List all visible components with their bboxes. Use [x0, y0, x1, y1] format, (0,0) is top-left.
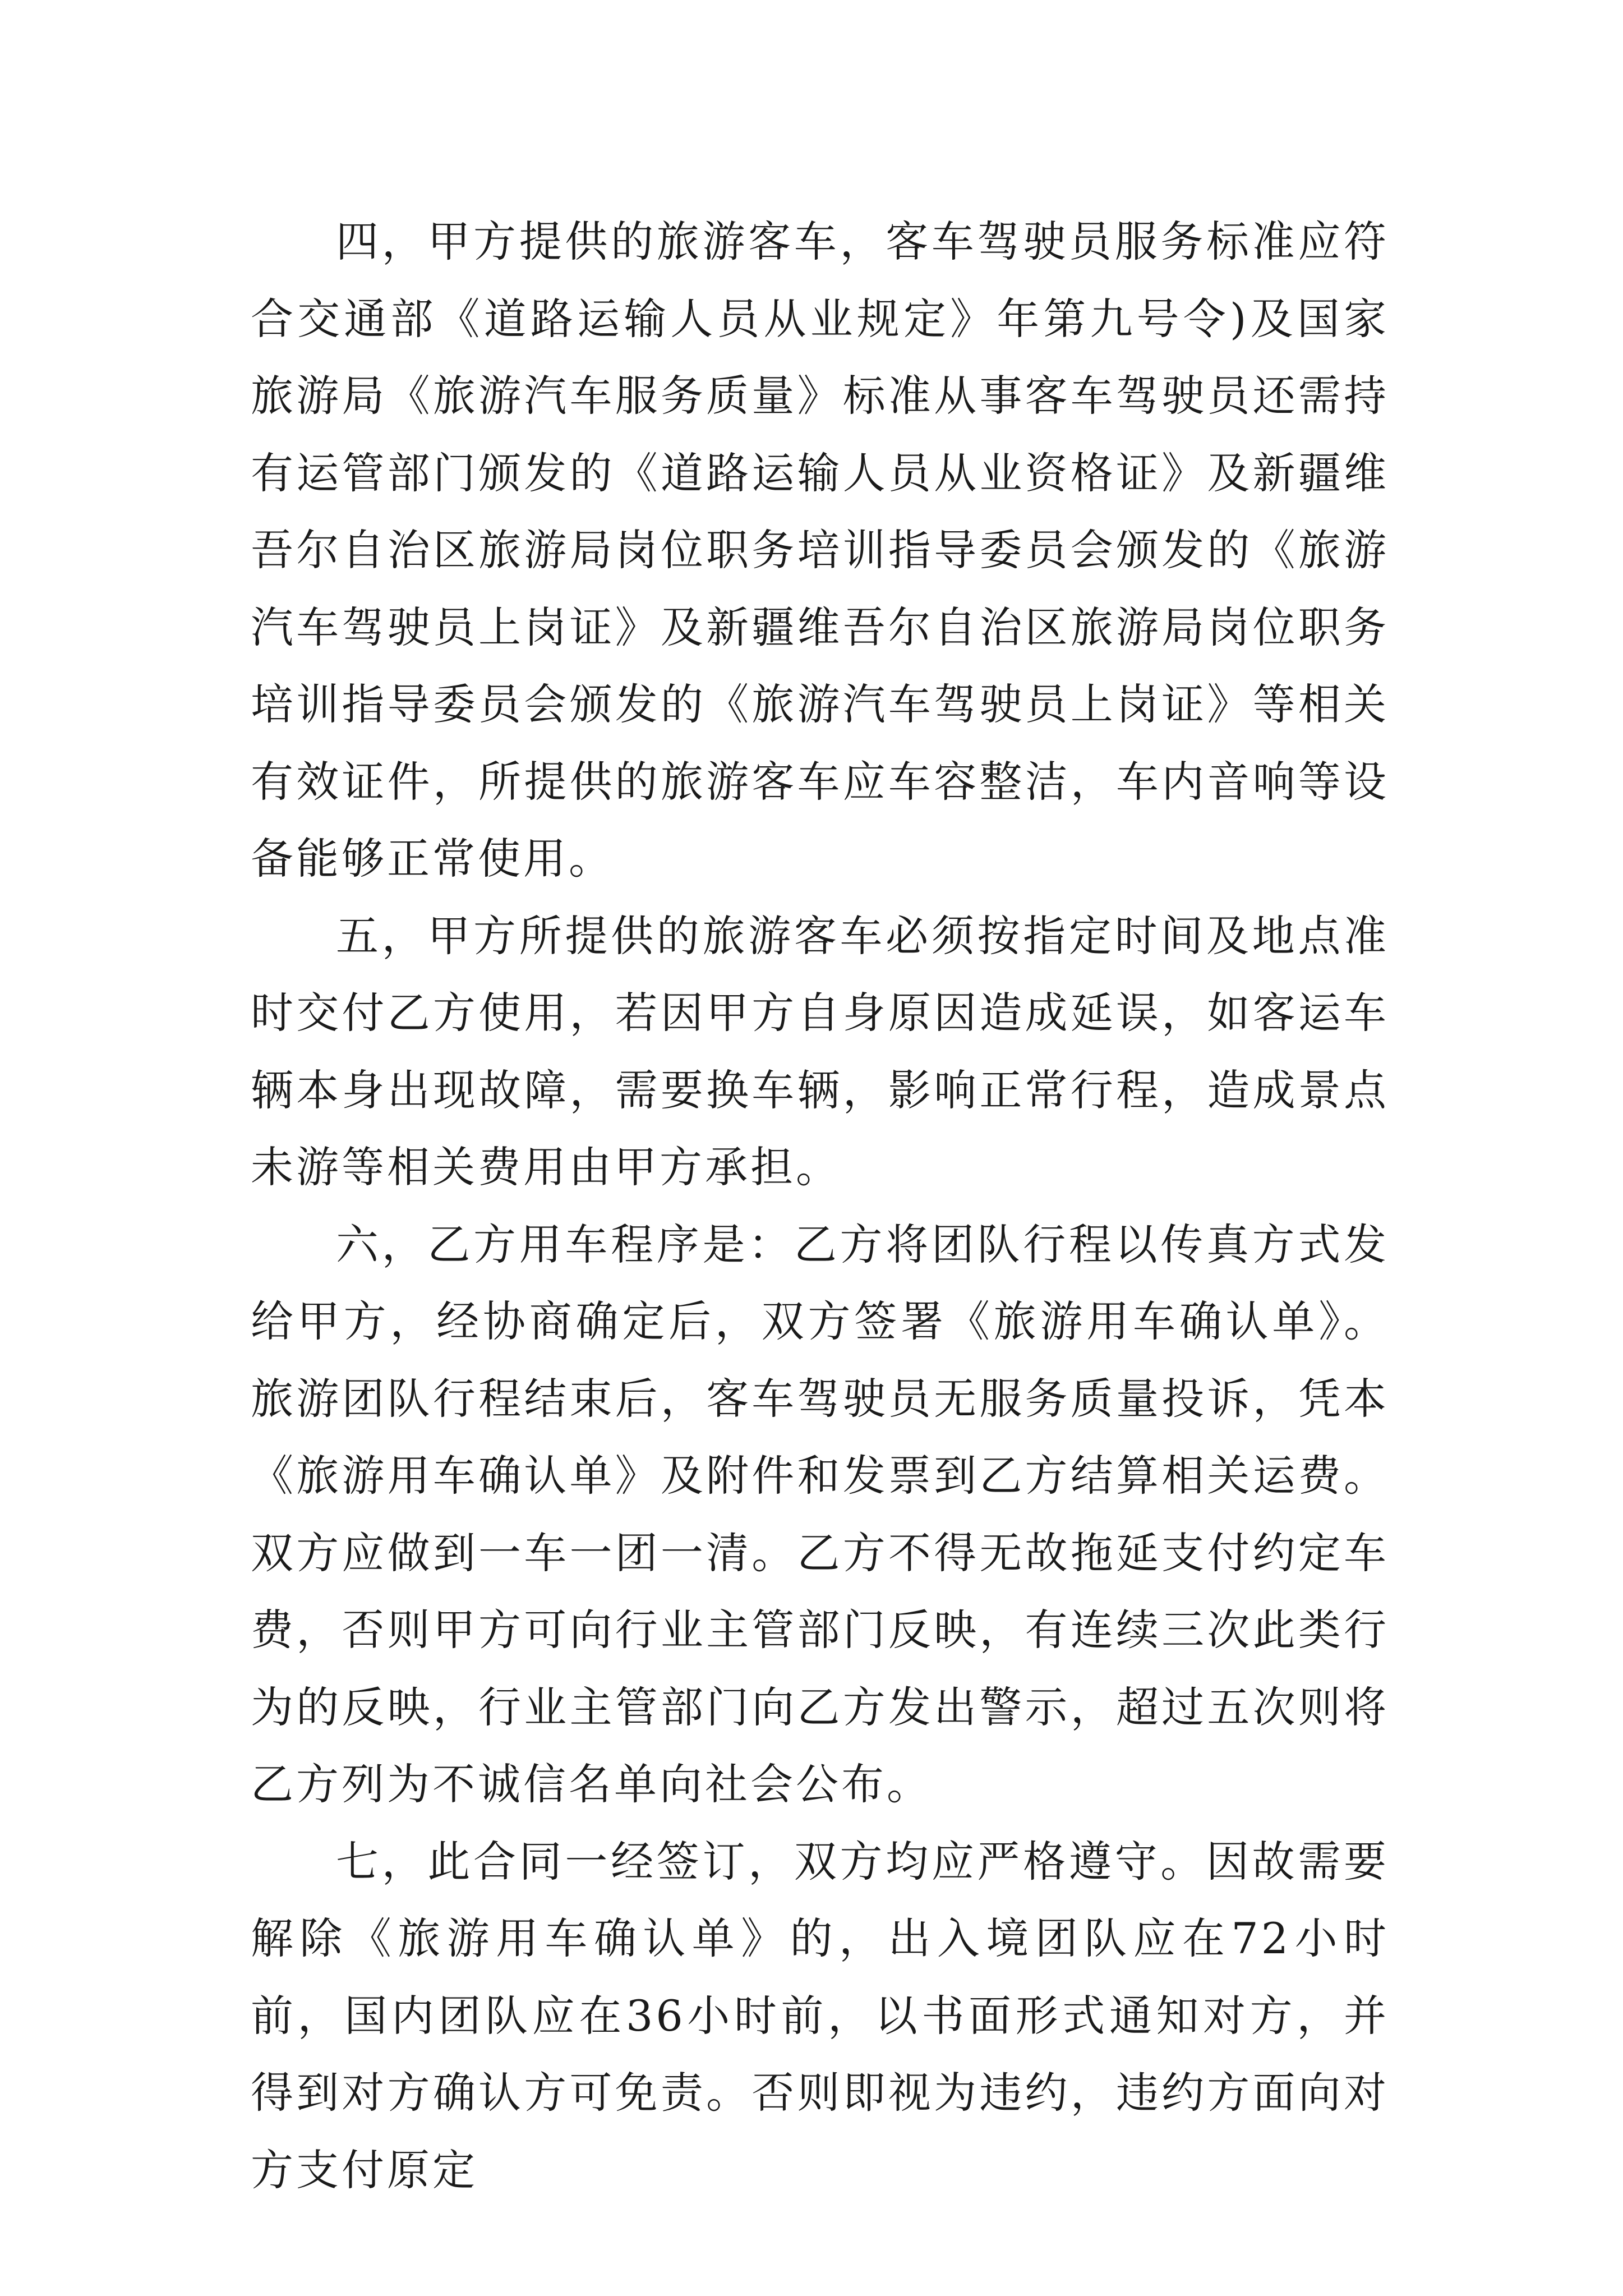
clause-paragraph-4: 四，甲方提供的旅游客车，客车驾驶员服务标准应符合交通部《道路运输人员从业规定》年第九号令)及国家旅游局《旅游汽车服务质量》标准从事客车驾驶员还需持有运管部门颁发的《道路运输人员从业资格证》及新疆维吾尔自治区旅游局岗位职务培训指导委员会颁发的《旅游汽车驾驶员上岗证》及新疆维吾尔自治区旅游局岗位职务培训指导委员会颁发的《旅游汽车驾驶员上岗证》等相关有效证件，所提供的旅游客车应车容整洁，车内音响等设备能够正常使用。 — [251, 217, 1389, 884]
clause-paragraph-5: 五，甲方所提供的旅游客车必须按指定时间及地点准时交付乙方使用，若因甲方自身原因造成延误，如客运车辆本身出现故障，需要换车辆，影响正常行程，造成景点未游等相关费用由甲方承担。 — [251, 910, 1389, 1192]
clause-paragraph-6: 六，乙方用车程序是：乙方将团队行程以传真方式发给甲方，经协商确定后，双方签署《旅游用车确认单》。旅游团队行程结束后，客车驾驶员无服务质量投诉，凭本《旅游用车确认单》及附件和发票到乙方结算相关运费。双方应做到一车一团一清。乙方不得无故拖延支付约定车费，否则甲方可向行业主管部门反映，有连续三次此类行为的反映，行业主管部门向乙方发出警示，超过五次则将乙方列为不诚信名单向社会公布。 — [251, 1219, 1389, 1809]
document-body — [251, 203, 1389, 2208]
clause-paragraph-7: 七，此合同一经签订，双方均应严格遵守。因故需要解除《旅游用车确认单》的，出入境团队应在72小时前，国内团队应在36小时前，以书面形式通知对方，并得到对方确认方可免责。否则即视为违约，违约方面向对方支付原定 — [251, 1836, 1389, 2195]
